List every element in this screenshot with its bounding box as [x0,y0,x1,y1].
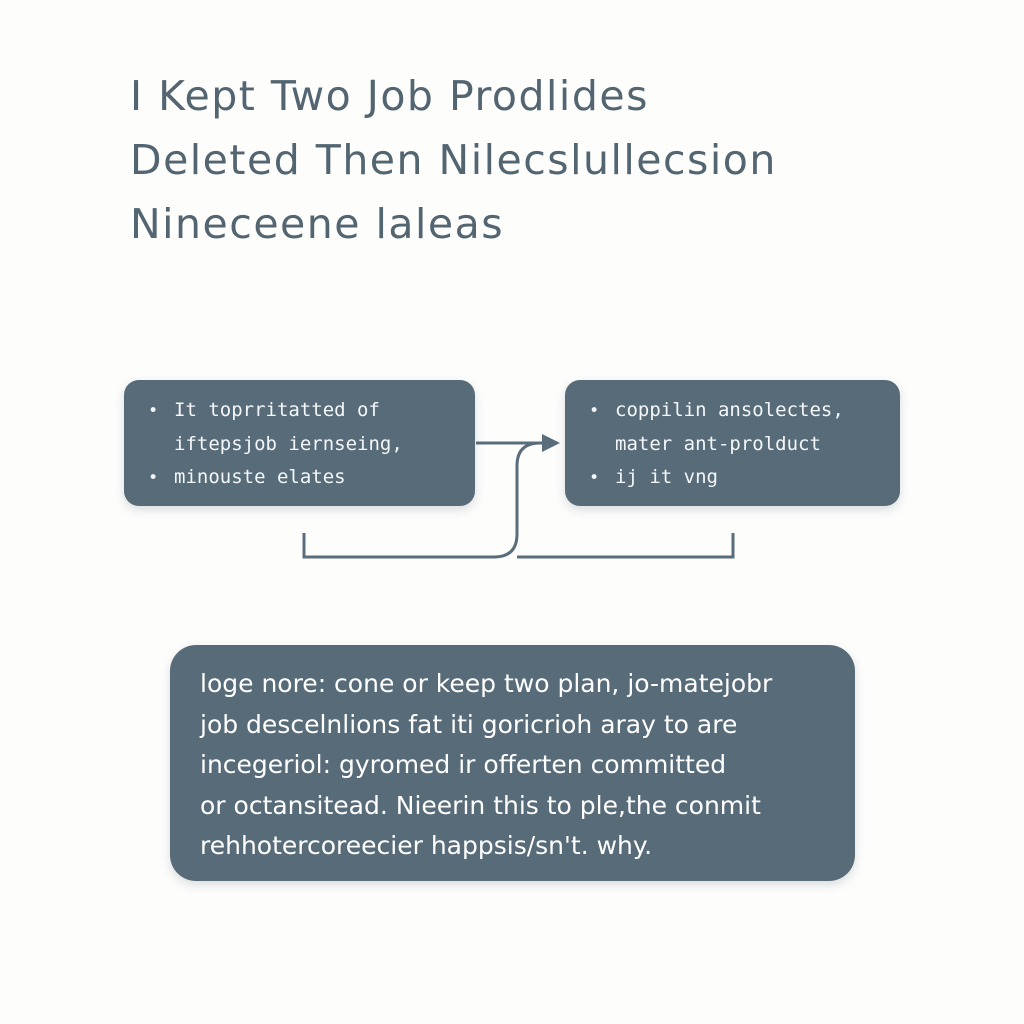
bullet-icon: • [589,468,600,488]
list-item-text: It toprritatted of [174,399,380,421]
note-line: job descelnlions fat iti goricrioh aray to are [200,709,738,739]
left-box [124,380,475,506]
list-item-text: minouste elates [174,466,346,488]
bracket-connector [517,533,733,557]
note-text [200,664,772,867]
list-item [589,461,844,495]
list-item-text: coppilin ansolectes, [615,399,844,421]
list-item [589,428,844,461]
title-line: Nineceene laleas [130,200,505,248]
title-line: I Kept Two Job Prodlides [130,72,649,120]
right-box-list [589,394,844,495]
list-item [148,394,403,428]
bullet-icon: • [148,468,159,488]
bullet-icon: • [148,401,159,421]
list-item [148,428,403,461]
title-line: Deleted Then Nilecslullecsion [130,136,777,184]
list-item-text: iftepsjob iernseing, [174,433,403,455]
list-item [148,461,403,495]
left-box-list [148,394,403,495]
note-line: rehhotercoreecier happsis/sn't. why. [200,831,653,860]
note-line: loge nore: cone or keep two plan, jo-matejobr [200,669,773,698]
note-line: incegeriol: gyromed ir offerten committed [200,750,727,779]
bullet-icon: • [589,401,600,421]
arrowhead-icon [542,434,560,452]
list-item [589,394,844,428]
note-line: or octansitead. Nieerin this to ple,the conmit [200,790,761,820]
list-item-text: mater ant-prolduct [615,433,821,455]
list-item-text: ij it vng [615,466,718,488]
right-box [565,380,900,506]
note-box [170,645,855,881]
